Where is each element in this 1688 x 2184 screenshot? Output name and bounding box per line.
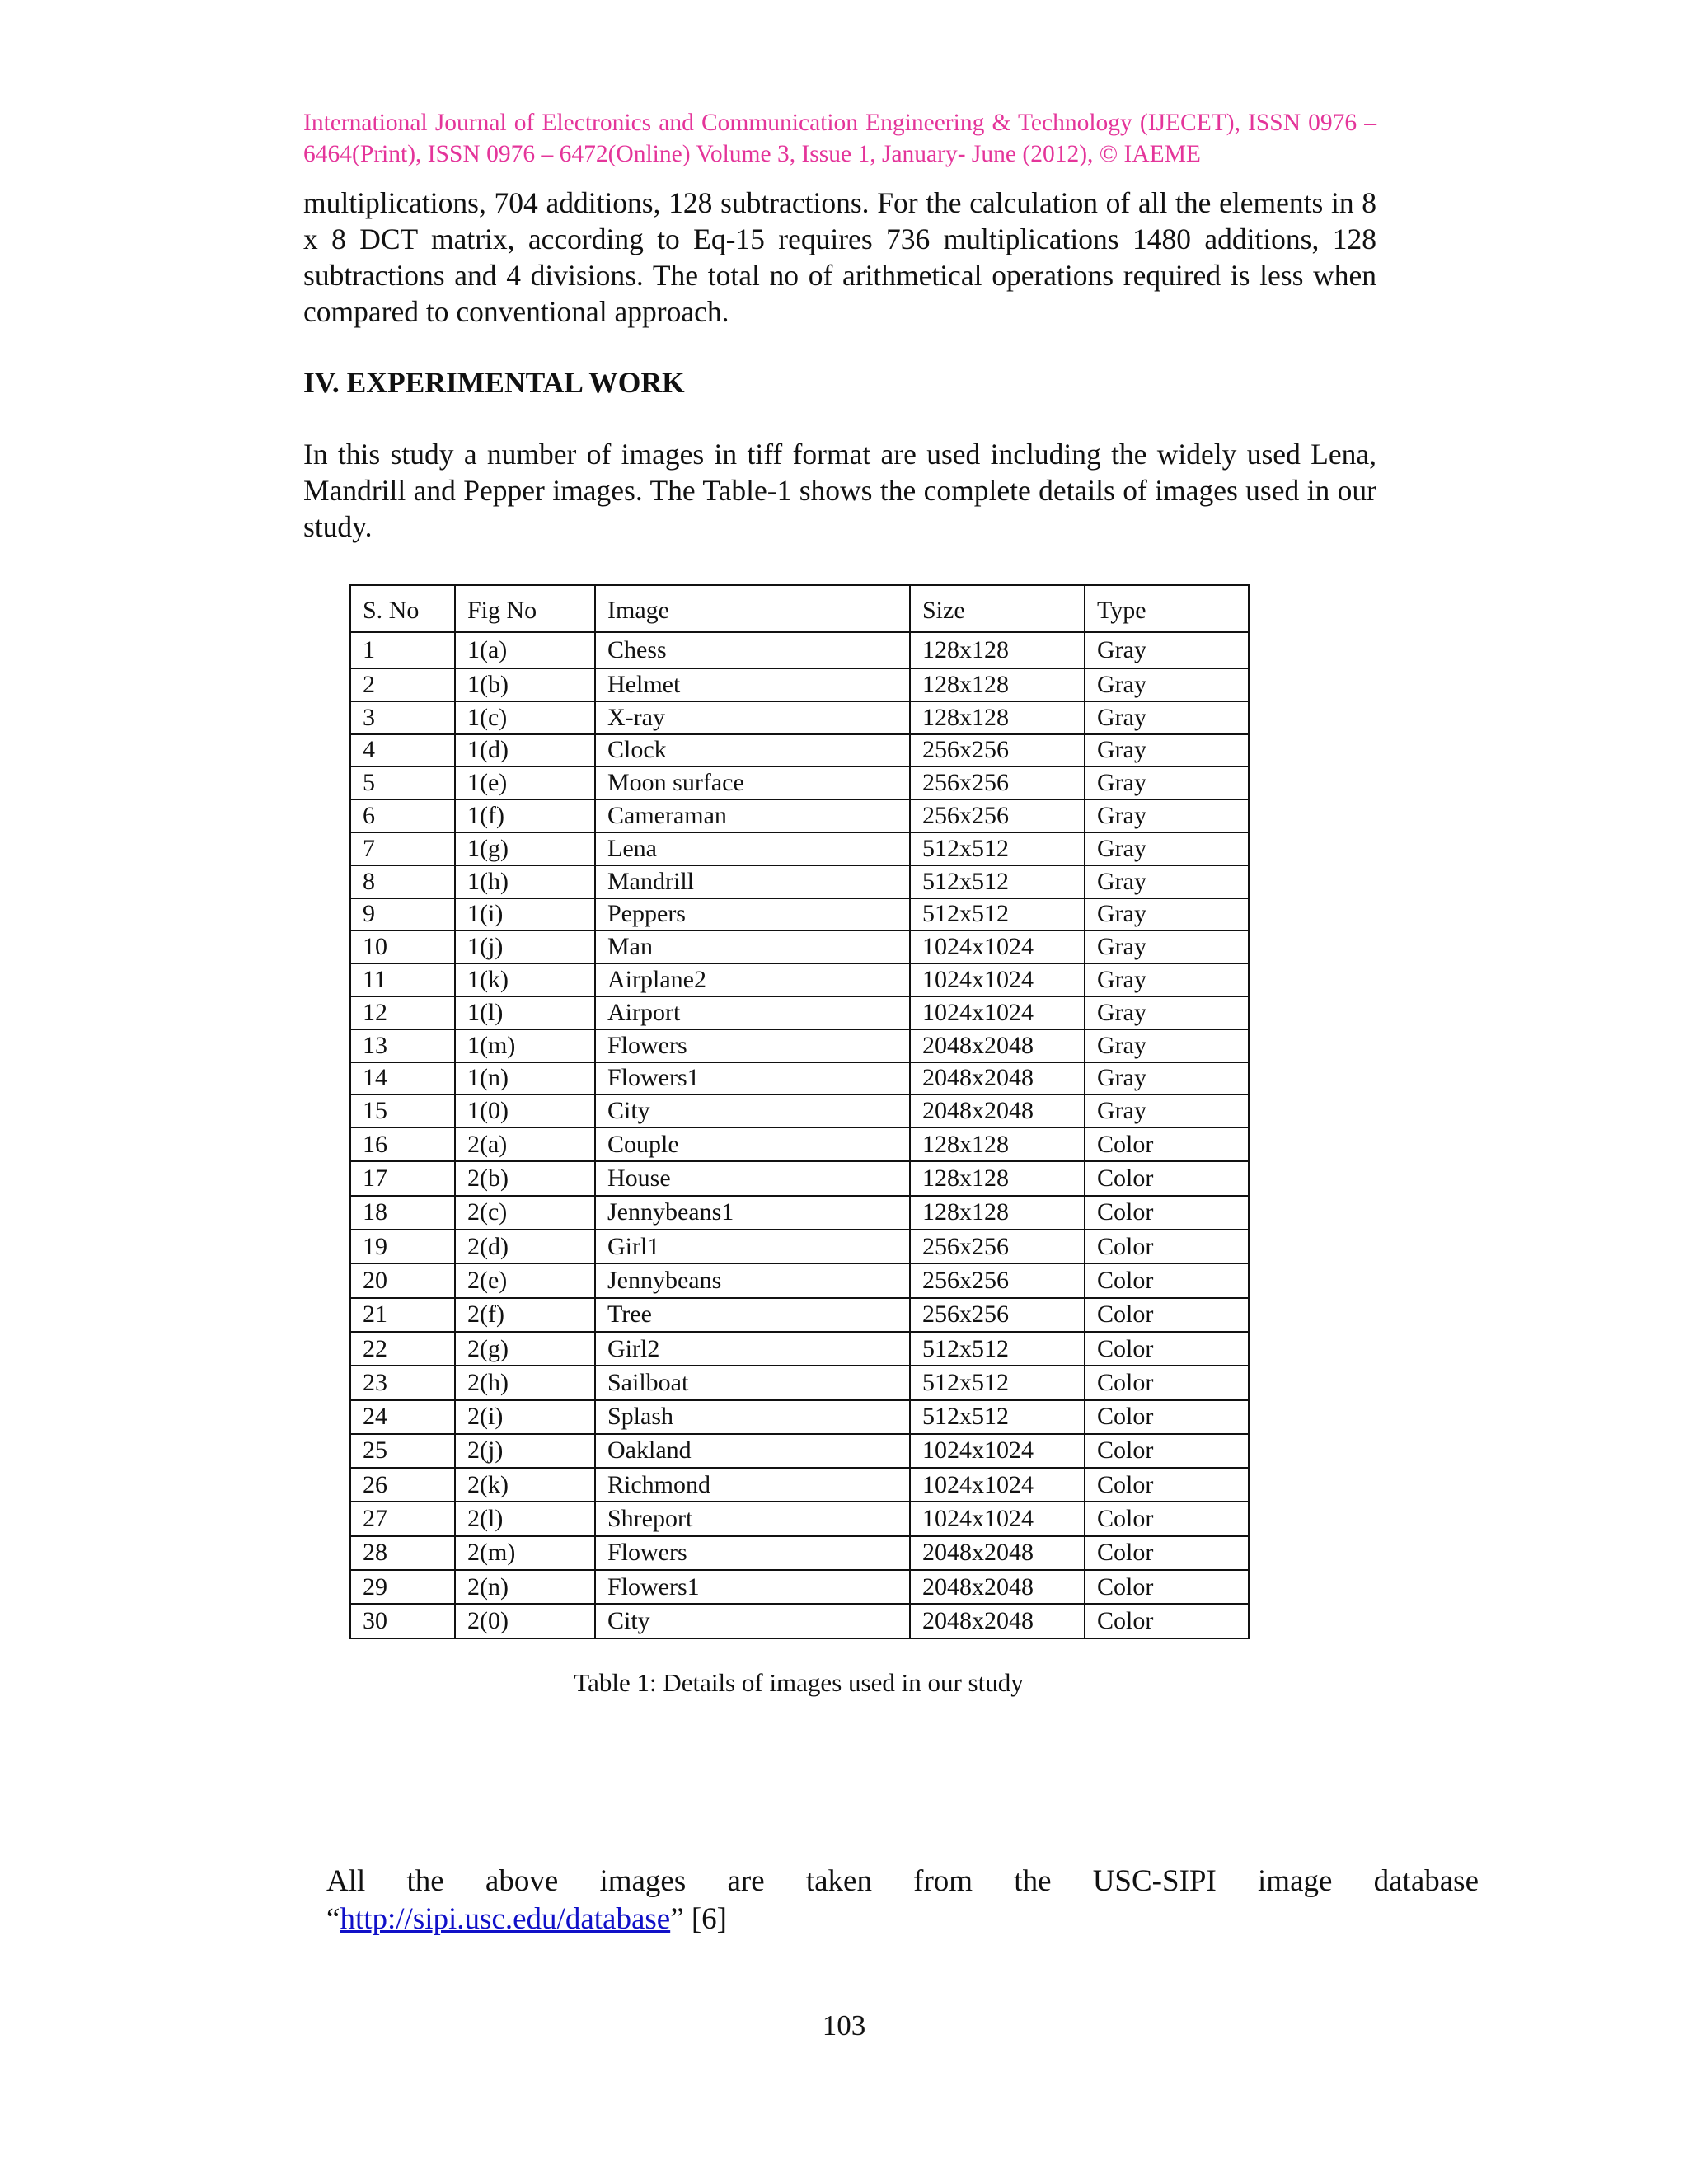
cell-image: Cameraman (595, 799, 910, 832)
cell-s-no: 15 (350, 1094, 455, 1127)
cell-fig-no: 1(h) (455, 865, 595, 898)
table-row (350, 930, 1249, 963)
table-row (350, 632, 1249, 668)
cell-type: Color (1085, 1161, 1249, 1195)
cell-s-no: 10 (350, 930, 455, 963)
cell-fig-no: 1(b) (455, 668, 595, 701)
cell-s-no: 7 (350, 832, 455, 865)
cell-s-no: 9 (350, 898, 455, 931)
cell-image: Jennybeans1 (595, 1196, 910, 1230)
cell-fig-no: 2(e) (455, 1263, 595, 1297)
quote-open: “ (326, 1902, 340, 1936)
cell-fig-no: 2(d) (455, 1230, 595, 1263)
cell-type: Gray (1085, 963, 1249, 996)
cell-size: 128x128 (910, 668, 1085, 701)
cell-size: 128x128 (910, 701, 1085, 734)
cell-s-no: 16 (350, 1127, 455, 1161)
cell-type: Color (1085, 1434, 1249, 1468)
cell-image: Jennybeans (595, 1263, 910, 1297)
header-image: Image (595, 585, 910, 632)
cell-image: Sailboat (595, 1366, 910, 1399)
table-row (350, 1502, 1249, 1535)
cell-size: 512x512 (910, 898, 1085, 931)
cell-fig-no: 2(l) (455, 1502, 595, 1535)
header-size: Size (910, 585, 1085, 632)
cell-image: Airport (595, 996, 910, 1029)
cell-type: Color (1085, 1536, 1249, 1570)
cell-type: Gray (1085, 1094, 1249, 1127)
cell-fig-no: 2(j) (455, 1434, 595, 1468)
cell-size: 512x512 (910, 832, 1085, 865)
cell-image: Girl2 (595, 1332, 910, 1366)
cell-size: 128x128 (910, 1127, 1085, 1161)
journal-header: International Journal of Electronics and Communication Engineering & Technology (IJECET), ISSN 0976 – 6464(Print), ISSN 0976 – 6472(Online) Volume 3, Issue 1, January- June (2012), © IAEME (303, 110, 1376, 167)
cell-s-no: 30 (350, 1604, 455, 1638)
cell-type: Gray (1085, 632, 1249, 668)
cell-fig-no: 2(a) (455, 1127, 595, 1161)
cell-image: Splash (595, 1400, 910, 1434)
cell-fig-no: 1(a) (455, 632, 595, 668)
cell-type: Color (1085, 1230, 1249, 1263)
cell-type: Color (1085, 1196, 1249, 1230)
table-row (350, 734, 1249, 767)
cell-type: Gray (1085, 1029, 1249, 1062)
cell-type: Color (1085, 1468, 1249, 1502)
table-row (350, 963, 1249, 996)
cell-type: Gray (1085, 799, 1249, 832)
cell-type: Color (1085, 1604, 1249, 1638)
cell-image: Girl1 (595, 1230, 910, 1263)
table-row (350, 1230, 1249, 1263)
image-details-table-container (349, 584, 1250, 1639)
cell-fig-no: 2(m) (455, 1536, 595, 1570)
cell-type: Gray (1085, 668, 1249, 701)
header-s-no: S. No (350, 585, 455, 632)
cell-fig-no: 2(0) (455, 1604, 595, 1638)
cell-type: Gray (1085, 766, 1249, 799)
cell-s-no: 6 (350, 799, 455, 832)
cell-image: Mandrill (595, 865, 910, 898)
cell-s-no: 14 (350, 1062, 455, 1095)
table-row (350, 898, 1249, 931)
cell-image: Airplane2 (595, 963, 910, 996)
cell-fig-no: 2(k) (455, 1468, 595, 1502)
paragraph-operations: multiplications, 704 additions, 128 subtractions. For the calculation of all the elements in 8 x 8 DCT matrix, according to Eq-15 requires 736 multiplications 1480 additions, 128 subtractions and 4 divisions. The total no of arithmetical operations required is less when compared to conventional approach. (303, 186, 1376, 328)
table-row (350, 996, 1249, 1029)
cell-type: Color (1085, 1366, 1249, 1399)
cell-type: Gray (1085, 701, 1249, 734)
cell-fig-no: 1(i) (455, 898, 595, 931)
cell-type: Color (1085, 1570, 1249, 1604)
cell-image: Chess (595, 632, 910, 668)
table-row (350, 1094, 1249, 1127)
table-row (350, 1332, 1249, 1366)
cell-size: 512x512 (910, 865, 1085, 898)
cell-type: Gray (1085, 898, 1249, 931)
cell-image: Flowers (595, 1029, 910, 1062)
cell-type: Color (1085, 1502, 1249, 1535)
cell-s-no: 1 (350, 632, 455, 668)
cell-s-no: 3 (350, 701, 455, 734)
cell-image: Clock (595, 734, 910, 767)
cell-size: 512x512 (910, 1332, 1085, 1366)
cell-size: 256x256 (910, 1230, 1085, 1263)
cell-fig-no: 2(n) (455, 1570, 595, 1604)
cell-size: 256x256 (910, 1298, 1085, 1332)
cell-image: City (595, 1604, 910, 1638)
cell-s-no: 19 (350, 1230, 455, 1263)
cell-fig-no: 1(f) (455, 799, 595, 832)
cell-size: 2048x2048 (910, 1604, 1085, 1638)
cell-fig-no: 1(c) (455, 701, 595, 734)
cell-type: Gray (1085, 930, 1249, 963)
cell-size: 2048x2048 (910, 1570, 1085, 1604)
table-row (350, 1298, 1249, 1332)
table-row (350, 1263, 1249, 1297)
cell-s-no: 26 (350, 1468, 455, 1502)
cell-size: 2048x2048 (910, 1062, 1085, 1095)
cell-s-no: 17 (350, 1161, 455, 1195)
cell-type: Color (1085, 1400, 1249, 1434)
table-row (350, 1127, 1249, 1161)
table-row (350, 1029, 1249, 1062)
paragraph-study: In this study a number of images in tiff format are used including the widely used Lena, Mandrill and Pepper images. The Table-1 shows the complete details of images used in our study. (303, 438, 1376, 543)
table-row (350, 1570, 1249, 1604)
table-caption: Table 1: Details of images used in our study (574, 1668, 1024, 1697)
table-row (350, 766, 1249, 799)
cell-s-no: 18 (350, 1196, 455, 1230)
cell-image: X-ray (595, 701, 910, 734)
cell-size: 256x256 (910, 1263, 1085, 1297)
cell-fig-no: 1(0) (455, 1094, 595, 1127)
table-row (350, 1196, 1249, 1230)
cell-size: 1024x1024 (910, 963, 1085, 996)
cell-s-no: 4 (350, 734, 455, 767)
cell-type: Gray (1085, 734, 1249, 767)
cell-size: 512x512 (910, 1366, 1085, 1399)
cell-s-no: 5 (350, 766, 455, 799)
cell-s-no: 23 (350, 1366, 455, 1399)
cell-image: Peppers (595, 898, 910, 931)
cell-image: Helmet (595, 668, 910, 701)
table-row (350, 668, 1249, 701)
cell-fig-no: 1(m) (455, 1029, 595, 1062)
cell-s-no: 28 (350, 1536, 455, 1570)
table-row (350, 1161, 1249, 1195)
cell-s-no: 12 (350, 996, 455, 1029)
cell-type: Gray (1085, 1062, 1249, 1095)
cell-image: Oakland (595, 1434, 910, 1468)
image-details-table (349, 584, 1250, 1639)
cell-image: Couple (595, 1127, 910, 1161)
header-fig-no: Fig No (455, 585, 595, 632)
cell-size: 128x128 (910, 1196, 1085, 1230)
cell-image: Shreport (595, 1502, 910, 1535)
cell-size: 256x256 (910, 734, 1085, 767)
cell-size: 1024x1024 (910, 930, 1085, 963)
quote-close-reference: ” [6] (670, 1902, 728, 1936)
cell-fig-no: 2(g) (455, 1332, 595, 1366)
cell-s-no: 29 (350, 1570, 455, 1604)
cell-size: 128x128 (910, 1161, 1085, 1195)
cell-image: Flowers1 (595, 1570, 910, 1604)
table-row (350, 1366, 1249, 1399)
cell-type: Color (1085, 1263, 1249, 1297)
cell-size: 256x256 (910, 799, 1085, 832)
cell-fig-no: 1(e) (455, 766, 595, 799)
cell-size: 128x128 (910, 632, 1085, 668)
header-type: Type (1085, 585, 1249, 632)
cell-fig-no: 1(d) (455, 734, 595, 767)
cell-image: House (595, 1161, 910, 1195)
cell-fig-no: 2(i) (455, 1400, 595, 1434)
cell-fig-no: 1(j) (455, 930, 595, 963)
cell-image: Flowers (595, 1536, 910, 1570)
cell-s-no: 25 (350, 1434, 455, 1468)
cell-s-no: 27 (350, 1502, 455, 1535)
cell-s-no: 24 (350, 1400, 455, 1434)
cell-type: Color (1085, 1298, 1249, 1332)
cell-image: City (595, 1094, 910, 1127)
cell-image: Tree (595, 1298, 910, 1332)
database-link[interactable]: http://sipi.usc.edu/database (340, 1902, 671, 1936)
cell-image: Moon surface (595, 766, 910, 799)
cell-image: Richmond (595, 1468, 910, 1502)
table-row (350, 865, 1249, 898)
table-row (350, 1536, 1249, 1570)
page-number: 103 (822, 2009, 866, 2041)
table-row (350, 1468, 1249, 1502)
cell-s-no: 8 (350, 865, 455, 898)
cell-size: 1024x1024 (910, 1468, 1085, 1502)
cell-fig-no: 2(c) (455, 1196, 595, 1230)
cell-type: Gray (1085, 832, 1249, 865)
cell-s-no: 20 (350, 1263, 455, 1297)
cell-fig-no: 1(g) (455, 832, 595, 865)
cell-size: 2048x2048 (910, 1536, 1085, 1570)
cell-fig-no: 2(b) (455, 1161, 595, 1195)
cell-image: Man (595, 930, 910, 963)
cell-s-no: 13 (350, 1029, 455, 1062)
cell-type: Color (1085, 1127, 1249, 1161)
cell-s-no: 22 (350, 1332, 455, 1366)
cell-fig-no: 1(l) (455, 996, 595, 1029)
cell-s-no: 21 (350, 1298, 455, 1332)
table-row (350, 832, 1249, 865)
table-row (350, 1062, 1249, 1095)
cell-image: Flowers1 (595, 1062, 910, 1095)
cell-size: 1024x1024 (910, 1502, 1085, 1535)
cell-size: 2048x2048 (910, 1094, 1085, 1127)
cell-size: 512x512 (910, 1400, 1085, 1434)
cell-type: Gray (1085, 996, 1249, 1029)
cell-size: 256x256 (910, 766, 1085, 799)
cell-s-no: 11 (350, 963, 455, 996)
cell-type: Gray (1085, 865, 1249, 898)
cell-fig-no: 2(f) (455, 1298, 595, 1332)
section-heading: IV. EXPERIMENTAL WORK (303, 366, 685, 399)
cell-type: Color (1085, 1332, 1249, 1366)
cell-size: 1024x1024 (910, 1434, 1085, 1468)
table-body (350, 632, 1249, 1638)
cell-size: 2048x2048 (910, 1029, 1085, 1062)
database-line: All the above images are taken from the USC-SIPI image database (326, 1864, 1479, 1898)
cell-fig-no: 1(k) (455, 963, 595, 996)
cell-size: 1024x1024 (910, 996, 1085, 1029)
cell-s-no: 2 (350, 668, 455, 701)
table-row (350, 1434, 1249, 1468)
cell-fig-no: 1(n) (455, 1062, 595, 1095)
paragraph-database (326, 1863, 1479, 1938)
cell-fig-no: 2(h) (455, 1366, 595, 1399)
table-row (350, 701, 1249, 734)
table-row (350, 1400, 1249, 1434)
table-header-row (350, 585, 1249, 632)
cell-image: Lena (595, 832, 910, 865)
table-row (350, 799, 1249, 832)
table-row (350, 1604, 1249, 1638)
